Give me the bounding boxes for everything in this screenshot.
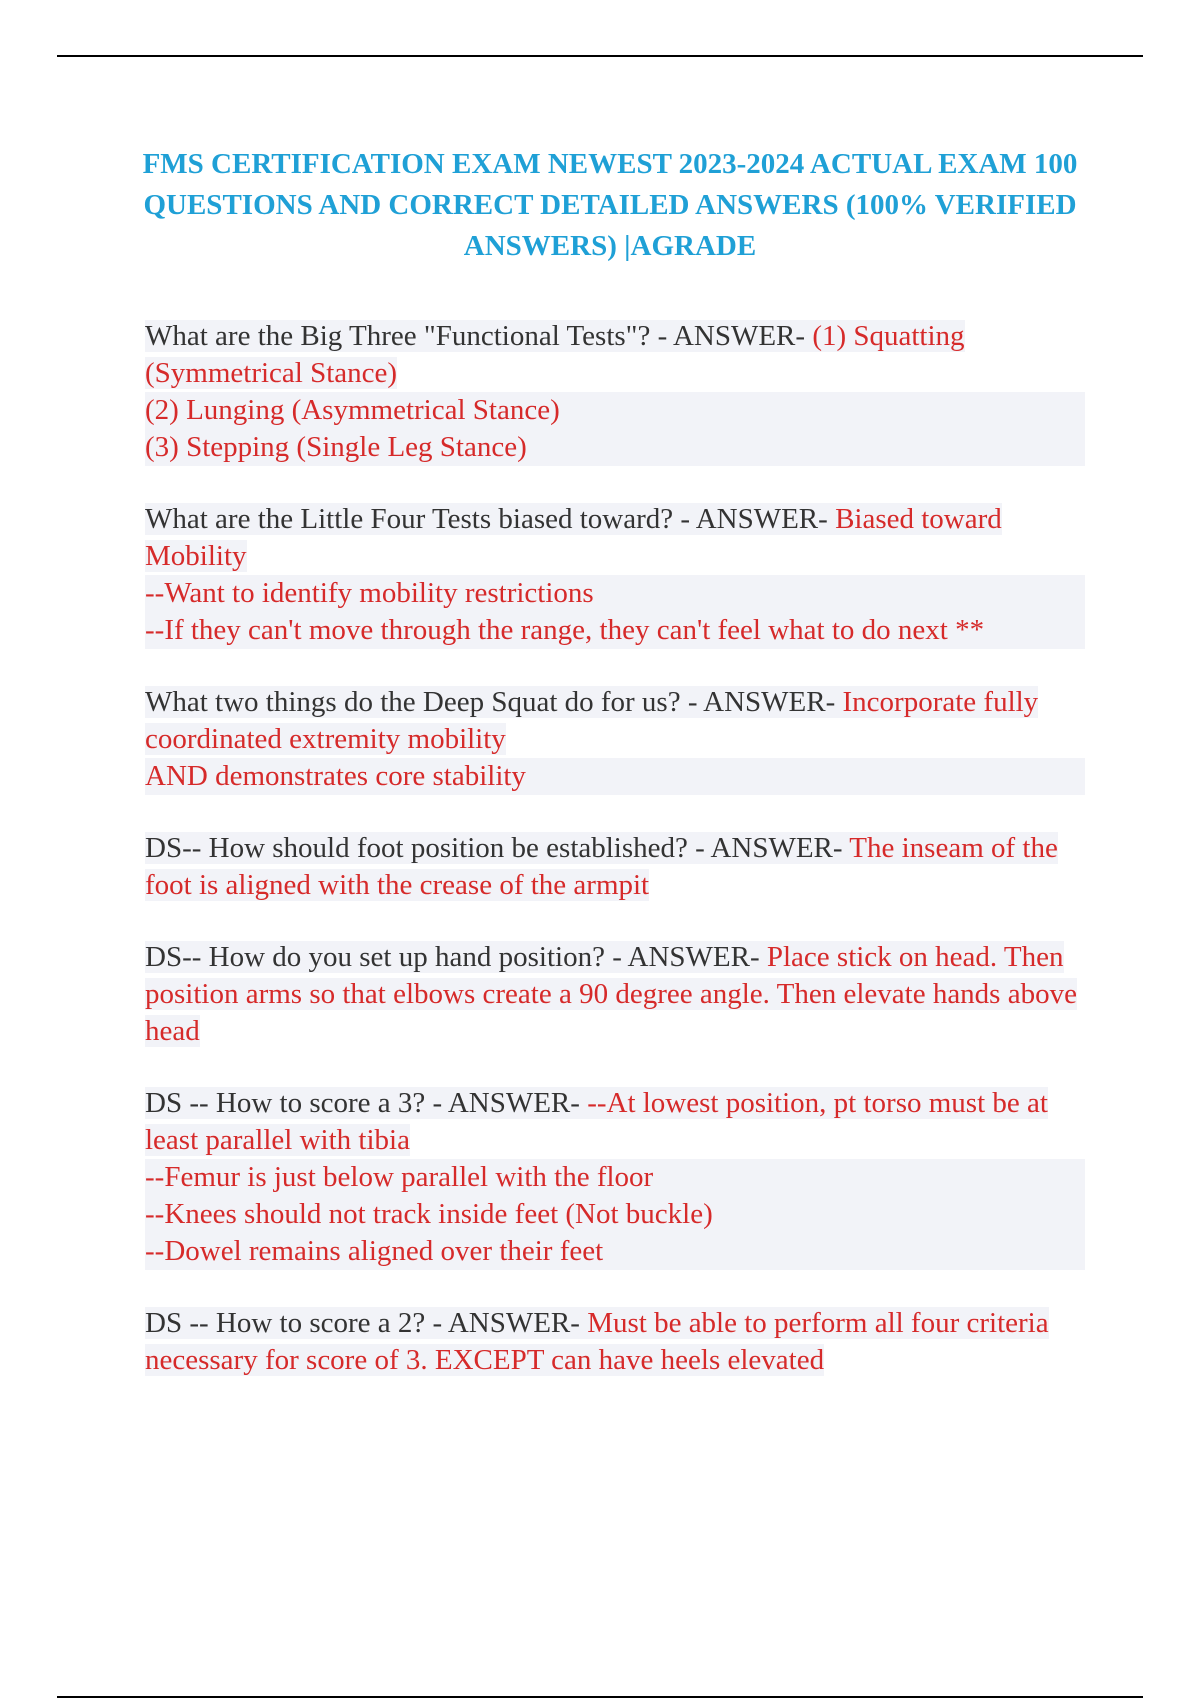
qa-list [145, 318, 1085, 1414]
top-rule [57, 55, 1143, 57]
document-title: FMS CERTIFICATION EXAM NEWEST 2023-2024 ACTUAL EXAM 100 QUESTIONS AND CORRECT DETAILED ANSWERS (100% VERIFIED ANSWERS) |AGRADE [142, 148, 1078, 262]
answer-line: --Femur is just below parallel with the floor [145, 1161, 654, 1193]
question-text: DS -- How to score a 3? [145, 1087, 426, 1119]
answer-line: Place stick on head. Then position arms so that elbows create a 90 degree angle. Then elevate hands above head [145, 941, 1077, 1047]
answer-marker: - ANSWER- [604, 941, 767, 973]
answer-line: AND demonstrates core stability [145, 760, 526, 792]
qa-item [145, 318, 1085, 466]
answer-line-row [145, 429, 1085, 466]
question-text: DS -- How to score a 2? [145, 1307, 426, 1339]
answer-line: --Dowel remains aligned over their feet [145, 1235, 604, 1267]
answer-line: The inseam of the foot is aligned with the crease of the armpit [145, 832, 1058, 901]
answer-line-row [145, 1159, 1085, 1196]
answer-line-row [145, 1196, 1085, 1233]
answer-line-row [145, 392, 1085, 429]
qa-item [145, 1305, 1085, 1379]
answer-line-row [145, 575, 1085, 612]
answer-line: --If they can't move through the range, they can't feel what to do next ** [145, 614, 985, 646]
answer-line: (2) Lunging (Asymmetrical Stance) [145, 394, 560, 426]
answer-line: --Knees should not track inside feet (Not buckle) [145, 1198, 713, 1230]
question-text: What two things do the Deep Squat do for us? [145, 686, 681, 718]
answer-marker: - ANSWER- [673, 503, 836, 535]
answer-line: --At lowest position, pt torso must be at least parallel with tibia [145, 1087, 1048, 1156]
bottom-rule [57, 1696, 1143, 1698]
answer-line-row [145, 1233, 1085, 1270]
answer-marker: - ANSWER- [650, 320, 813, 352]
answer-marker: - ANSWER- [425, 1307, 588, 1339]
answer-line: (1) Squatting (Symmetrical Stance) [145, 320, 965, 389]
qa-item [145, 939, 1085, 1050]
answer-marker: - ANSWER- [680, 686, 843, 718]
answer-marker: - ANSWER- [425, 1087, 588, 1119]
answer-marker: - ANSWER- [687, 832, 850, 864]
question-text: DS-- How should foot position be established? [145, 832, 688, 864]
answer-line: (3) Stepping (Single Leg Stance) [145, 431, 527, 463]
qa-item [145, 684, 1085, 795]
answer-line: Must be able to perform all four criteria necessary for score of 3. EXCEPT can have heels elevated [145, 1307, 1049, 1376]
question-text: What are the Little Four Tests biased toward? [145, 503, 674, 535]
qa-item [145, 830, 1085, 904]
answer-line: Incorporate fully coordinated extremity mobility [145, 686, 1039, 755]
answer-line: Biased toward Mobility [145, 503, 1002, 572]
qa-item [145, 501, 1085, 649]
answer-line: --Want to identify mobility restrictions [145, 577, 594, 609]
answer-line-row [145, 612, 1085, 649]
question-text: What are the Big Three "Functional Tests"? [145, 320, 651, 352]
question-text: DS-- How do you set up hand position? [145, 941, 605, 973]
answer-line-row [145, 758, 1085, 795]
qa-item [145, 1085, 1085, 1270]
